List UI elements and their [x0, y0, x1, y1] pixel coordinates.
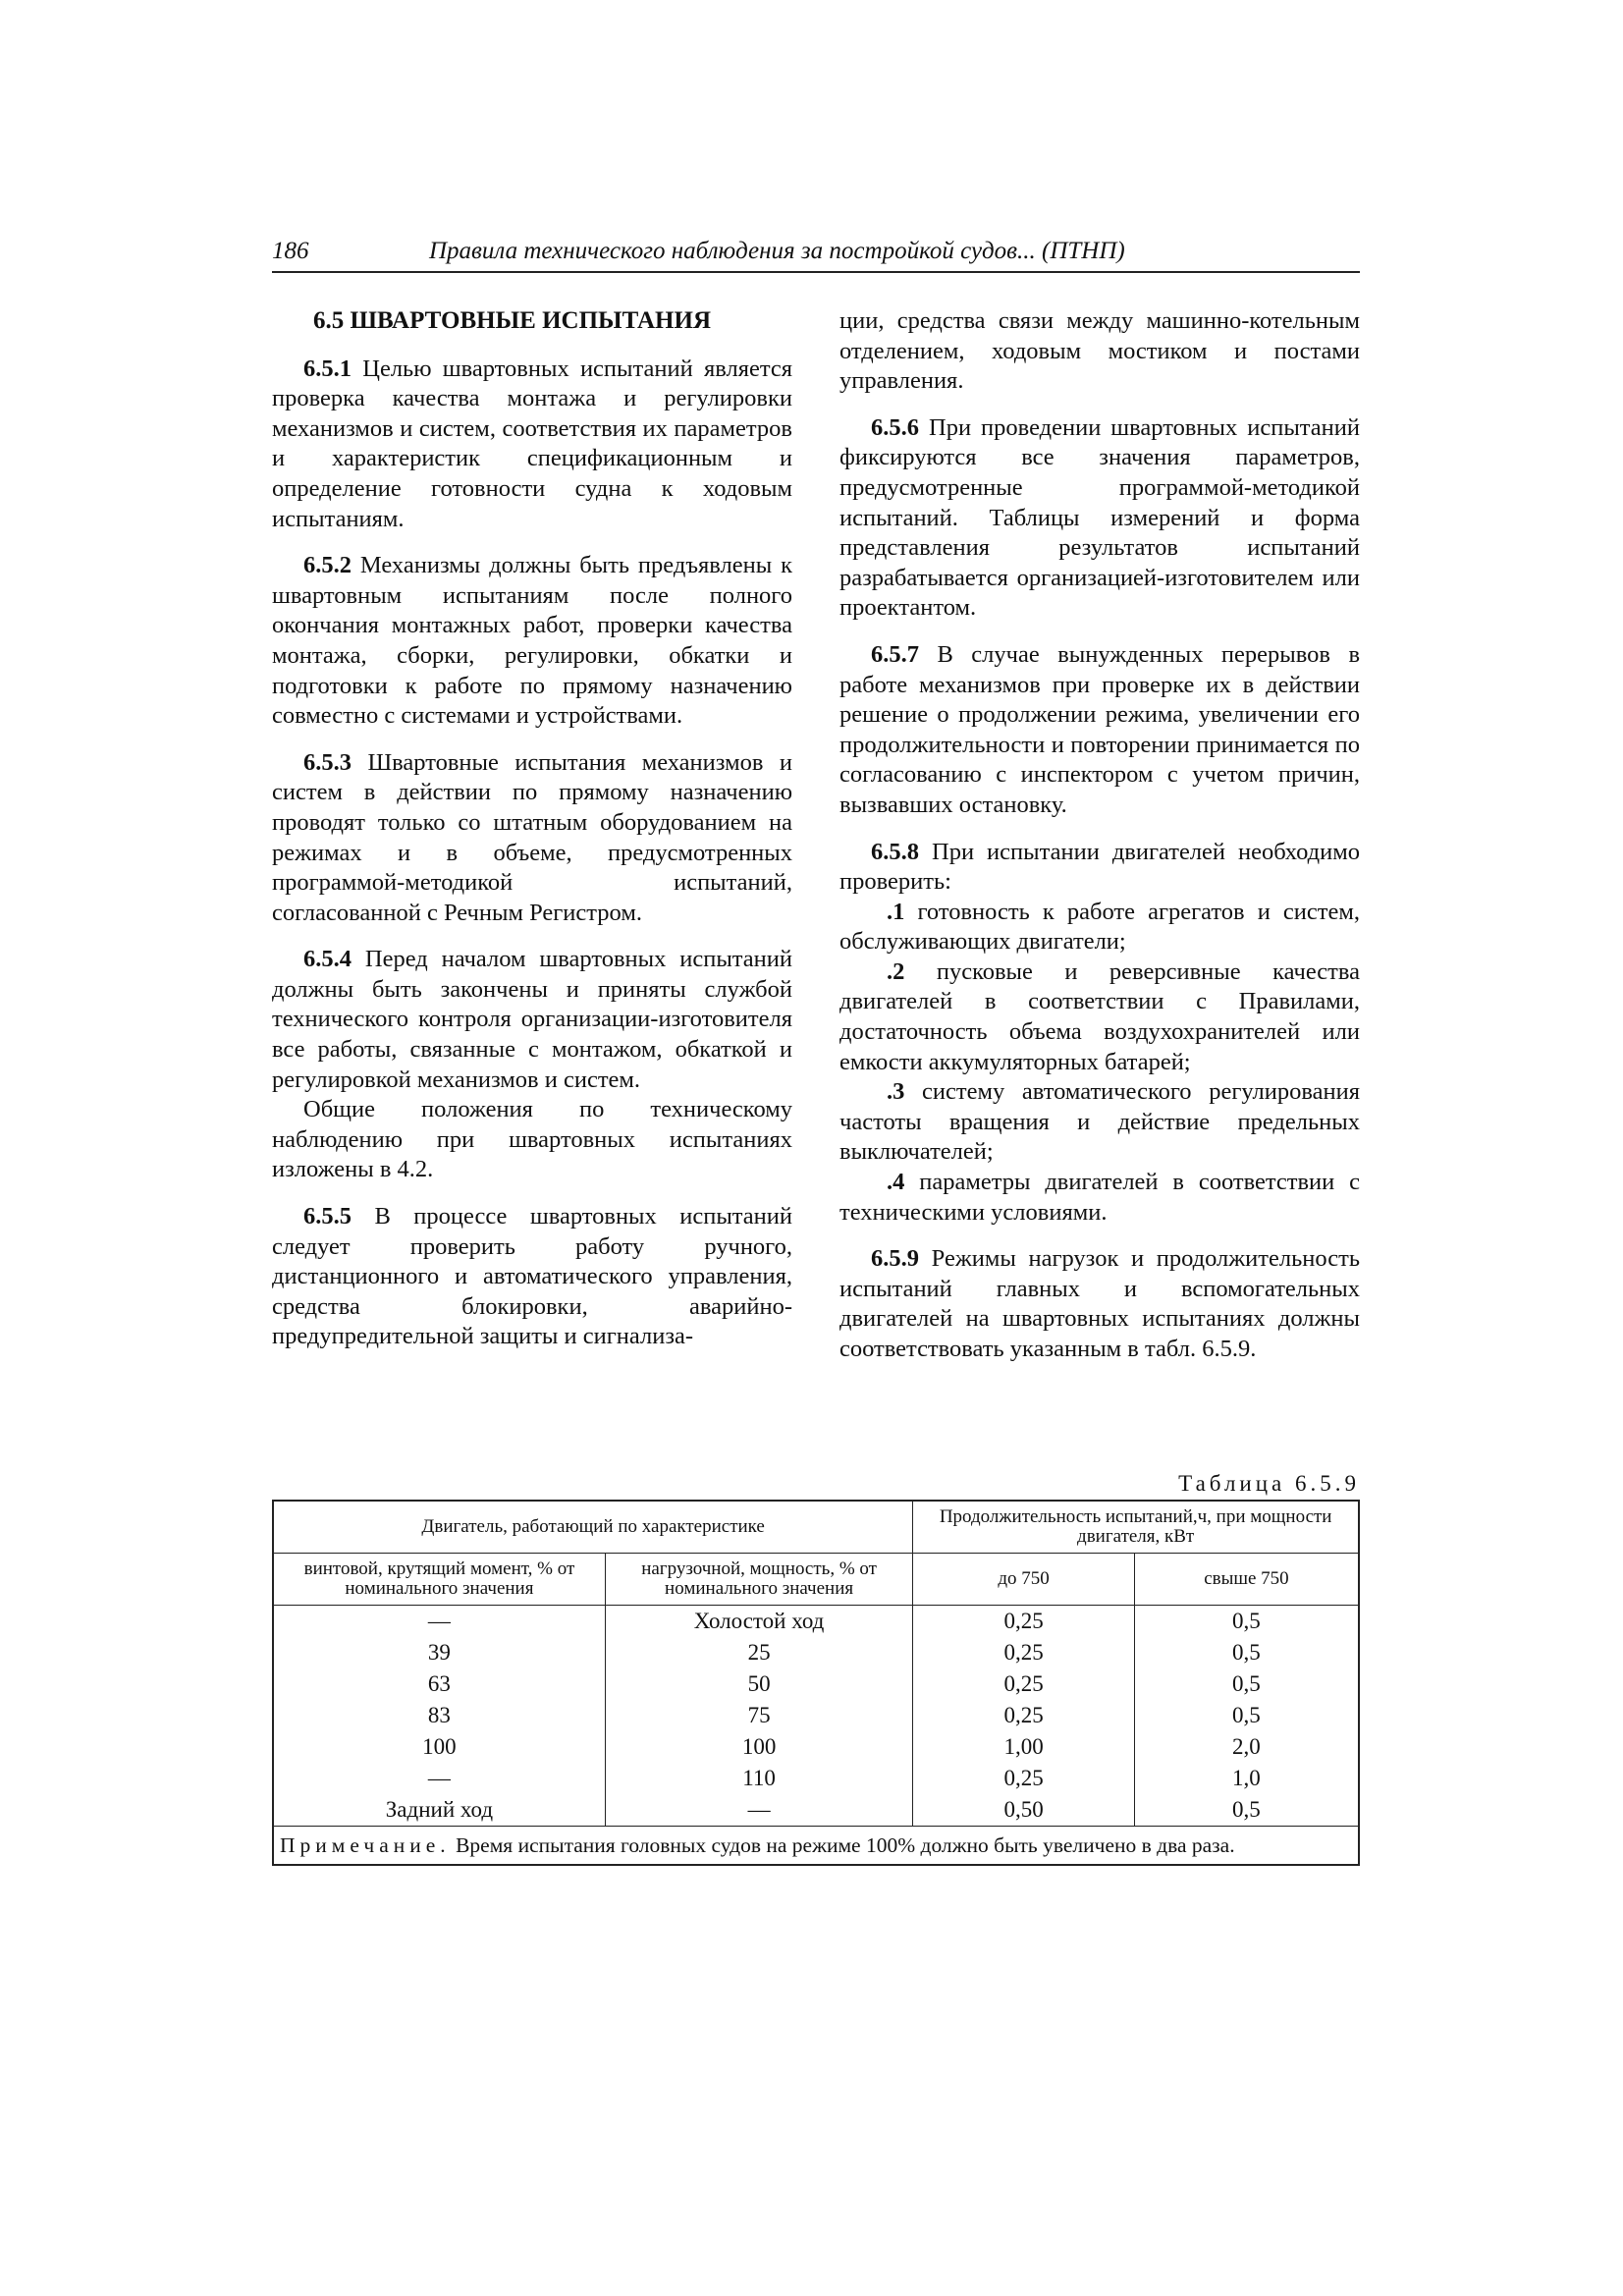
table-row [273, 1763, 1359, 1794]
paragraph-number: 6.5.5 [303, 1203, 352, 1230]
column-header: винтовой, крутящий момент, % от номинального значения [273, 1554, 605, 1606]
list-item-text: готовность к работе агрегатов и систем, обслуживающих двигатели; [839, 898, 1361, 956]
paragraph-6-5-9 [839, 1244, 1360, 1364]
table-cell: 0,5 [1134, 1794, 1359, 1827]
paragraph-6-5-2 [272, 551, 792, 732]
table-cell: 83 [273, 1700, 605, 1731]
paragraph-6-5-7 [839, 640, 1360, 821]
table-cell: 0,25 [913, 1637, 1135, 1668]
list-item-text: систему автоматического регулирования частоты вращения и действие предельных выключателей; [839, 1078, 1360, 1166]
list-item [839, 1077, 1360, 1168]
paragraph-number: 6.5.9 [871, 1245, 919, 1273]
header-test-duration: Продолжительность испытаний,ч, при мощности двигателя, кВт [913, 1501, 1359, 1554]
paragraph-number: 6.5.8 [871, 838, 919, 865]
section-title: 6.5 ШВАРТОВНЫЕ ИСПЫТАНИЯ [313, 307, 711, 334]
note-label: Примечание. [280, 1833, 451, 1857]
list-item-text: пусковые и реверсивные качества двигателей в соответствии с Правилами, достаточность объема воздухохранителей или емкости аккумуляторных батарей; [839, 957, 1361, 1075]
paragraph-6-5-6 [839, 413, 1360, 624]
table-row [273, 1700, 1359, 1731]
paragraph-number: 6.5.6 [871, 413, 919, 441]
page-number: 186 [272, 238, 309, 264]
table-cell: 25 [605, 1637, 912, 1668]
paragraph-number: 6.5.1 [303, 355, 352, 382]
list-item-number: .3 [887, 1078, 905, 1106]
running-header [272, 238, 1360, 273]
paragraph-text: Механизмы должны быть предъявлены к швартовным испытаниям после полного окончания монтажных работ, проверки качества монтажа, сборки, регулировки, обкатки и подготовки к работе по прямому назначению совместно с системами и устройствами. [272, 552, 792, 730]
list-item-text: параметры двигателей в соответствии с техническими условиями. [839, 1169, 1361, 1226]
right-column [839, 306, 1360, 1382]
paragraph-number: 6.5.3 [303, 748, 352, 776]
list-item [839, 1168, 1360, 1228]
paragraph-6-5-4 [272, 945, 792, 1095]
table-row [273, 1637, 1359, 1668]
paragraph-general-provisions [272, 1095, 792, 1185]
table-cell: 100 [273, 1731, 605, 1763]
column-header: до 750 [913, 1554, 1135, 1606]
table-row [273, 1794, 1359, 1827]
table-cell: 0,25 [913, 1763, 1135, 1794]
paragraph-text: При проведении швартовных испытаний фиксируются все значения параметров, предусмотренные программой-методикой испытаний. Таблицы измерений и форма представления результатов испытаний разрабатывается организацией-изготовителем или проектантом. [839, 413, 1360, 622]
paragraph-text: Целью швартовных испытаний является проверка качества монтажа и регулировки механизмов и систем, соответствия их параметров и характеристик спецификационным и определение готовности судна к ходовым испытаниям. [272, 355, 792, 532]
table-note [273, 1827, 1359, 1866]
header-engine-characteristic: Двигатель, работающий по характеристике [273, 1501, 913, 1554]
list-item-number: .1 [887, 898, 905, 925]
paragraph-text: Общие положения по техническому наблюдению при швартовных испытаниях изложены в 4.2. [272, 1096, 792, 1183]
table-cell: 50 [605, 1668, 912, 1700]
table-cell: 1,00 [913, 1731, 1135, 1763]
table-body [273, 1606, 1359, 1827]
table-cell: 0,25 [913, 1606, 1135, 1638]
table-cell: 2,0 [1134, 1731, 1359, 1763]
table-cell: 0,25 [913, 1668, 1135, 1700]
paragraph-6-5-8 [839, 838, 1360, 898]
list-item-number: .2 [887, 957, 905, 985]
paragraph-text: Режимы нагрузок и продолжительность испытаний главных и вспомогательных двигателей на швартовных испытаниях должны соответствовать указанным в табл. 6.5.9. [839, 1245, 1360, 1362]
table-caption: Таблица 6.5.9 [1178, 1471, 1360, 1496]
table-cell: 110 [605, 1763, 912, 1794]
table-cell: 63 [273, 1668, 605, 1700]
table-cell: Задний ход [273, 1794, 605, 1827]
table-cell: 1,0 [1134, 1763, 1359, 1794]
test-modes-table [272, 1500, 1360, 1866]
table-note-row [273, 1827, 1359, 1866]
table-row [273, 1606, 1359, 1638]
paragraph-number: 6.5.4 [303, 946, 352, 973]
table-cell: 0,5 [1134, 1637, 1359, 1668]
column-header: нагрузочной, мощность, % от номинального значения [605, 1554, 912, 1606]
table-cell: Холостой ход [605, 1606, 912, 1638]
table-cell: 75 [605, 1700, 912, 1731]
table-cell: 100 [605, 1731, 912, 1763]
paragraph-text: При испытании двигателей необходимо проверить: [839, 838, 1361, 896]
paragraph-number: 6.5.7 [871, 640, 919, 668]
table-cell: 0,50 [913, 1794, 1135, 1827]
paragraph-text: Перед началом швартовных испытаний должны быть закончены и приняты службой технического контроля организации-изготовителя все работы, связанные с монтажом, обкаткой и регулировкой механизмов и систем. [272, 946, 792, 1093]
table-header-row [273, 1501, 1359, 1554]
table-cell: 0,25 [913, 1700, 1135, 1731]
paragraph-6-5-5 [272, 1202, 792, 1352]
note-text: Время испытания головных судов на режиме 100% должно быть увеличено в два раза. [456, 1833, 1235, 1857]
table-row [273, 1731, 1359, 1763]
table-cell: 39 [273, 1637, 605, 1668]
paragraph-continuation: ции, средства связи между машинно-котельным отделением, ходовым мостиком и постами управления. [839, 307, 1360, 395]
table-cell: 0,5 [1134, 1606, 1359, 1638]
paragraph-6-5-3 [272, 748, 792, 929]
paragraph-6-5-1 [272, 355, 792, 535]
table-cell: 0,5 [1134, 1668, 1359, 1700]
table-cell: 0,5 [1134, 1700, 1359, 1731]
list-item [839, 957, 1360, 1077]
list-item-number: .4 [887, 1169, 905, 1196]
paragraph-text: В случае вынужденных перерывов в работе механизмов при проверке их в действии решение о продолжении режима, увеличении его продолжительности и повторении принимается по согласованию с инспектором с учетом причин, вызвавших остановку. [839, 640, 1361, 818]
table-cell: — [605, 1794, 912, 1827]
list-item [839, 898, 1360, 957]
paragraph-number: 6.5.2 [303, 552, 352, 579]
table-cell: — [273, 1606, 605, 1638]
table-cell: — [273, 1763, 605, 1794]
running-title: Правила технического наблюдения за постройкой судов... (ПТНП) [429, 238, 1125, 264]
paragraph-text: В процессе швартовных испытаний следует проверить работу ручного, дистанционного и автоматического управления, средства блокировки, аварийно-предупредительной защиты и сигнализа- [272, 1203, 792, 1350]
paragraph-text: Швартовные испытания механизмов и систем в действии по прямому назначению проводят только со штатным оборудованием на режимах и в объеме, предусмотренных программой-методикой испытаний, согласованной с Речным Регистром. [272, 748, 792, 926]
column-header: свыше 750 [1134, 1554, 1359, 1606]
table-header-row [273, 1554, 1359, 1606]
table-row [273, 1668, 1359, 1700]
left-column [272, 306, 792, 1369]
